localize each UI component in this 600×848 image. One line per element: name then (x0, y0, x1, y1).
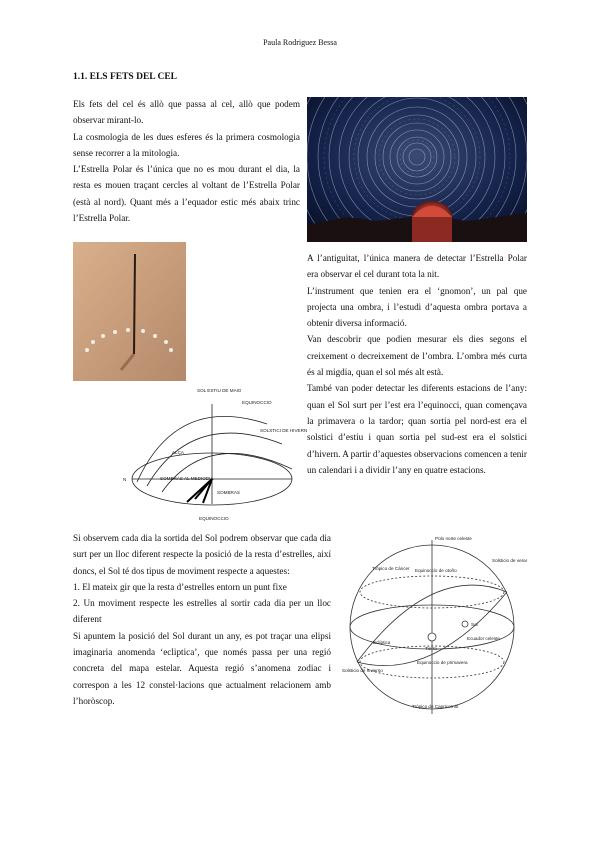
label-shadows: SOMBRAS (217, 490, 240, 495)
label-equinox-bottom: EQUINOCCIO (199, 516, 229, 521)
gnomon-paragraph: També van poder detectar les diferents estacions de l’any: quan el Sol surt per l’est era l’equinocci, quan començava la primavera o la tardor; quan sortia pel nord-est era el solstici d’estiu i quan sortia pel sud-est era el solstici d’hivern. A partir d’aquestes observacions comencen a tenir un calendari i a dividir l’any en quatre estacions. (307, 383, 527, 475)
label-north: N (123, 477, 127, 482)
label-shadow-noon: SOMBRAS AL MEDIODIA (160, 476, 214, 481)
gnomon-photo (73, 242, 186, 381)
movement-paragraph: 2. Un moviment respecte les estrelles al sortir cada dia per un lloc diferent (73, 598, 331, 625)
label-equinox: EQUINOCCIO (242, 400, 272, 405)
label-winter-solstice: Solsticio de invierno (342, 668, 383, 673)
label-summer-solstice: Solsticio de verano (492, 558, 527, 563)
label-tropic-capricorn: Trópico de Capricornio (412, 704, 459, 709)
sun-path-drawing (117, 384, 307, 524)
label-earth: Tierra (425, 646, 437, 651)
page-author: Paula Rodriguez Bessa (263, 38, 337, 47)
label-north-pole: Polo norte celeste (435, 536, 472, 541)
star-trails-image (307, 97, 527, 242)
gnomon-paragraph: L’instrument que tenien era el ‘gnomon’, un pal que projecta una ombra, i l’estudi d’aquesta ombra portava a obtenir diversa informació. (307, 285, 527, 329)
gnomon-image (73, 242, 186, 381)
star-trails-photo (307, 97, 527, 242)
movement-paragraph: 1. El mateix gir que la resta d’estrelles entorn un punt fixe (73, 581, 287, 592)
intro-paragraph: La cosmologia de les dues esferes és la primera cosmologia sense recorrer a la mitologia. (73, 131, 300, 158)
sun-movement-text (73, 530, 331, 709)
gnomon-paragraph: A l’antiguitat, l’única manera de detectar l’Estrella Polar era observar el cel durant tota la nit. (307, 253, 527, 280)
sun-path-diagram (117, 384, 307, 524)
intro-text (73, 96, 300, 226)
label-tropic-cancer: Trópico de Cáncer (372, 566, 410, 571)
label-spring-equinox: Equinoccio de otoño (415, 568, 457, 573)
label-ecliptic: Eclíptica (373, 640, 391, 645)
label-alt: ALÇA (172, 450, 185, 455)
label-celestial-equator: Ecuador celeste (467, 636, 500, 641)
section-title: 1.1. ELS FETS DEL CEL (73, 72, 178, 82)
label-autumn-equinox: Equinoccio de primavera (417, 660, 468, 665)
intro-paragraph: L’Estrella Polar és l’única que no es mou durant el dia, la resta es mouen traçant cercles al voltant de l’Estrella Polar (està al nord). Quant més a l’equador estic més abaix trinc l’Estrella Polar. (73, 164, 300, 224)
intro-paragraph: Els fets del cel és allò que passa al cel, allò que podem observar mirant-lo. (73, 99, 300, 126)
celestial-sphere-drawing (337, 532, 527, 722)
movement-paragraph: Si apuntem la posició del Sol durant un any, es pot traçar una elipsi imaginaria anomenda ‘ecliptica’, que només passa per una regió concreta del mapa estelar. Aquesta regió s’anomena zodiac i correspon a les 12 constel·lacions que actualment relacionem amb l’horòscop. (73, 630, 331, 706)
movement-paragraph: Si observem cada dia la sortida del Sol podrem observar que cada dia surt per un lloc diferent respecte la posició de la resta d’estrelles, així doncs, el Sol té dos tipus de moviment respecte a aquestes: (73, 533, 331, 576)
label-summer-solstice: SOL ESTIU DE MAIG (197, 388, 242, 393)
gnomon-paragraph: Van descobrir que podien mesurar els dies segons el creixement o decreixement de l’ombra. L’ombra més curta és al migdia, quan el sol més alt està. (307, 334, 527, 378)
label-sun: Sol (471, 622, 478, 627)
gnomon-text (307, 250, 527, 478)
celestial-sphere-diagram (337, 532, 527, 722)
label-winter-solstice: SOLSTICI DE HIVERN (260, 428, 307, 433)
